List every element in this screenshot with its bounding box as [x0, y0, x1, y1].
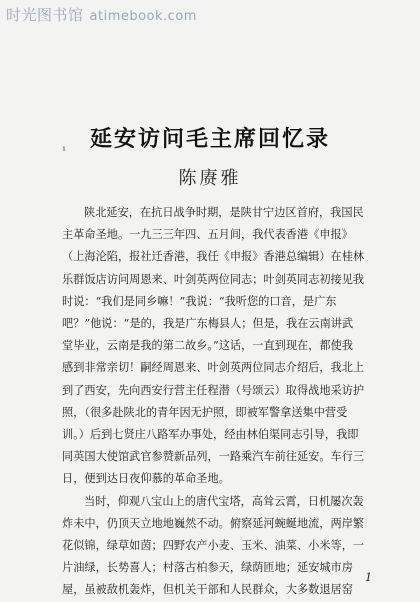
text-line: 炸未中，仍顶天立地地巍然不动。俯察延河蜿蜒地流，两岸繁	[62, 516, 365, 530]
text-line: 吧？”他说：“是的，我是广东梅县人；但是，我在云南讲武	[62, 317, 354, 331]
text-line: （上海沦陷，报社迁香港，我任《申报》香港总编辑）在桂林	[62, 250, 365, 264]
text-line: 陕北延安，在抗日战争时期，是陕甘宁边区首府，我国民	[84, 206, 364, 219]
text-line: 花似锦，绿草如茵；四野农产小麦、玉米、油菜、小米等，一	[62, 539, 365, 553]
text-line: 到了西安，先向西安行营主任程潜（号颂云）取得战地采访护	[62, 383, 365, 397]
text-line: 堂毕业，云南是我的第二故乡。”这话，一直到现在，都使我	[62, 339, 353, 353]
text-line: 主革命圣地。一九三三年四、五月间，我代表香港《申报》	[62, 228, 353, 242]
text-line: 时说：“我们是同乡嘛！”我说：“我听您的口音，是广东	[62, 294, 337, 308]
author-name: 陈赓雅	[178, 168, 242, 189]
text-line: 日，便到达日夜仰慕的革命圣地。	[62, 472, 230, 486]
watermark-site-url: atimebook.com	[89, 9, 197, 24]
page-title: 延安访问毛主席回忆录	[89, 127, 330, 152]
text-line: 照，（很多赴陕北的青年因无护照，即被军警拿送集中营受	[62, 405, 348, 419]
margin-mark: ¹	[62, 146, 67, 157]
text-line: 感到非常亲切！嗣经周恩来、叶剑英两位同志介绍后，我北上	[62, 361, 365, 375]
text-line: 片油绿，长势喜人；村落古柏参天，绿荫匝地；延安城市房	[62, 561, 353, 575]
watermark	[6, 4, 197, 25]
text-line: 训。）后到七贤庄八路军办事处，经由林伯渠同志引导，我即	[62, 428, 359, 442]
text-line: 乐群饭店访问周恩来、叶剑英两位同志；叶剑英同志初接见我	[62, 272, 365, 286]
text-line: 屋，虽被敌机轰炸，但机关干部和人民群众，大多数退居窑	[62, 583, 353, 597]
page-number: 1	[365, 571, 372, 584]
watermark-site-name: 时光图书馆	[6, 6, 84, 24]
text-line: 当时，仰观八宝山上的唐代宝塔，高耸云霄，日机屡次轰	[84, 494, 364, 508]
body-text	[62, 202, 380, 602]
text-line: 同英国大使馆武官参赞新品列，一路乘汽车前往延安。车行三	[62, 450, 365, 464]
